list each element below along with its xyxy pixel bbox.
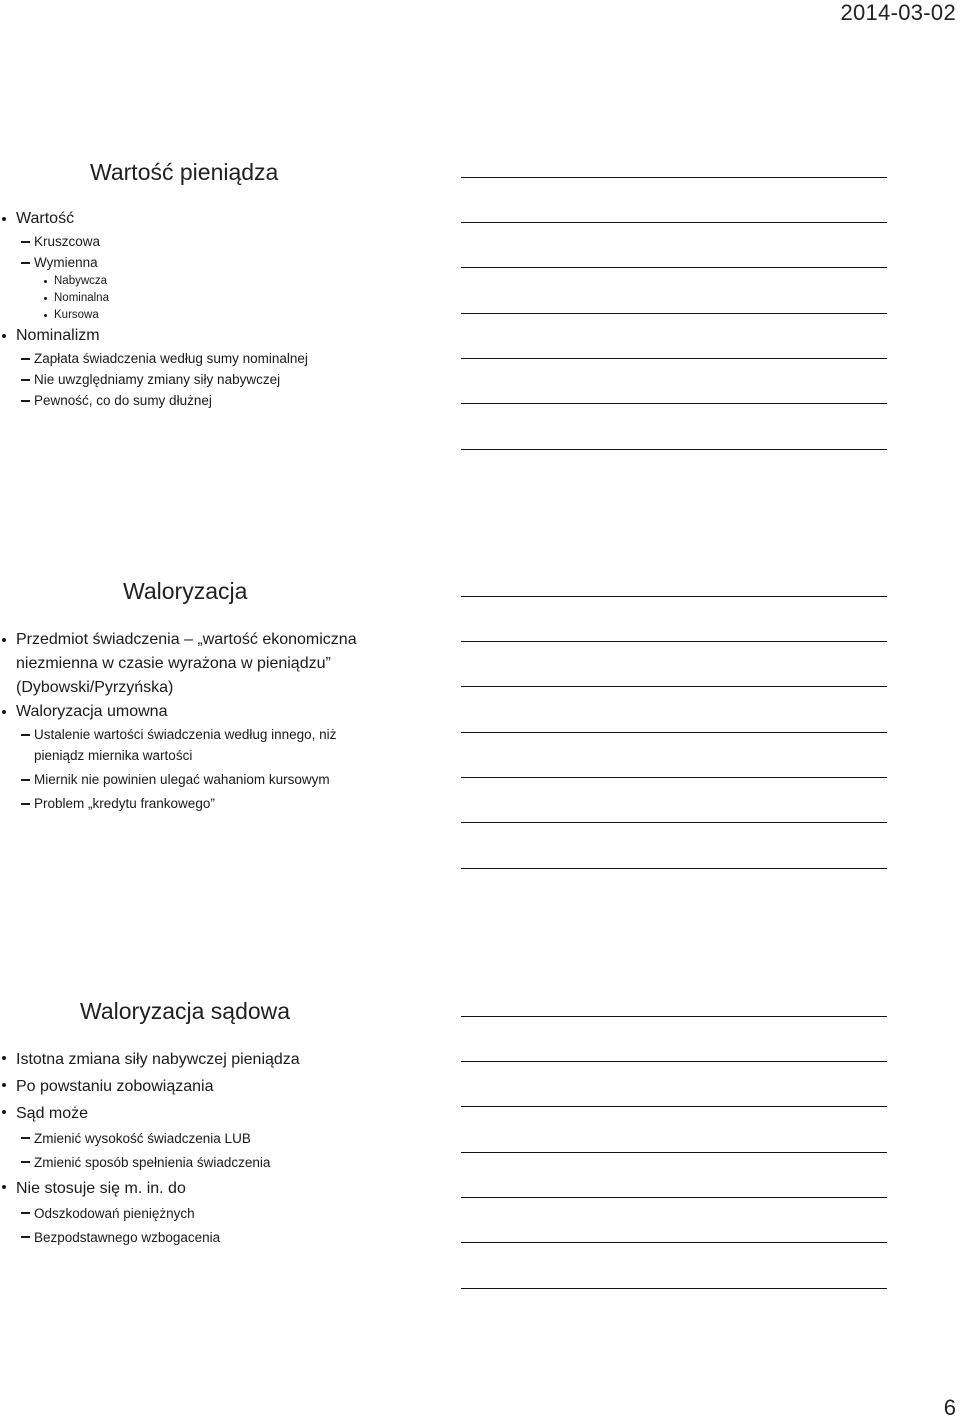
note-line [461,822,887,823]
slide-3-title: Waloryzacja sądowa [80,998,291,1024]
note-line [461,449,887,450]
sub-bullet-item: Wymienna [0,252,420,273]
note-line [461,1152,887,1153]
note-line [461,222,887,223]
note-line [461,313,887,314]
sub-bullet-item: Zmienić wysokość świadczenia LUB [0,1127,420,1151]
note-line [461,1288,887,1289]
bullet-item: Wartość [0,207,420,231]
sub-sub-bullet-item: Nominalna [0,290,420,307]
sub-sub-bullet-item: Kursowa [0,307,420,324]
note-line [461,177,887,178]
sub-bullet-item: Odszkodowań pieniężnych [0,1202,420,1226]
bullet-item: Nie stosuje się m. in. do [0,1175,420,1202]
bullet-item: Nominalizm [0,324,420,348]
note-line [461,641,887,642]
bullet-item: Waloryzacja umowna [0,700,380,724]
note-line [461,403,887,404]
sub-bullet-item: Problem „kredytu frankowego” [0,793,380,814]
slide-2-bullets [0,628,380,814]
sub-bullet-item: Zmienić sposób spełnienia świadczenia [0,1151,420,1175]
note-line [461,1106,887,1107]
note-line [461,1061,887,1062]
page-number: 6 [943,1395,956,1420]
slide-1-bullets [0,207,420,411]
note-line [461,267,887,268]
sub-bullet-item: Bezpodstawnego wzbogacenia [0,1226,420,1250]
note-line [461,1242,887,1243]
note-line [461,777,887,778]
note-line [461,596,887,597]
note-line [461,732,887,733]
bullet-item: Sąd może [0,1100,420,1127]
note-line [461,1197,887,1198]
note-line [461,358,887,359]
slide-1-title: Wartość pieniądza [90,159,279,185]
note-line [461,1016,887,1017]
sub-bullet-item: Ustalenie wartości świadczenia według innego, niż pieniądz miernika wartości [0,724,380,766]
sub-bullet-item: Zapłata świadczenia według sumy nominalnej [0,348,420,369]
bullet-item: Przedmiot świadczenia – „wartość ekonomiczna niezmienna w czasie wyrażona w pieniądzu” (Dybowski/Pyrzyńska) [0,628,380,700]
page-date: 2014-03-02 [840,0,956,25]
slide-2-title: Waloryzacja [123,578,248,604]
slide-3-bullets [0,1046,420,1250]
bullet-item: Istotna zmiana siły nabywczej pieniądza [0,1046,420,1073]
sub-bullet-item: Pewność, co do sumy dłużnej [0,390,420,411]
sub-bullet-item: Nie uwzględniamy zmiany siły nabywczej [0,369,420,390]
sub-bullet-item: Kruszcowa [0,231,420,252]
note-line [461,868,887,869]
sub-bullet-item: Miernik nie powinien ulegać wahaniom kursowym [0,769,380,790]
bullet-item: Po powstaniu zobowiązania [0,1073,420,1100]
note-line [461,686,887,687]
sub-sub-bullet-item: Nabywcza [0,273,420,290]
